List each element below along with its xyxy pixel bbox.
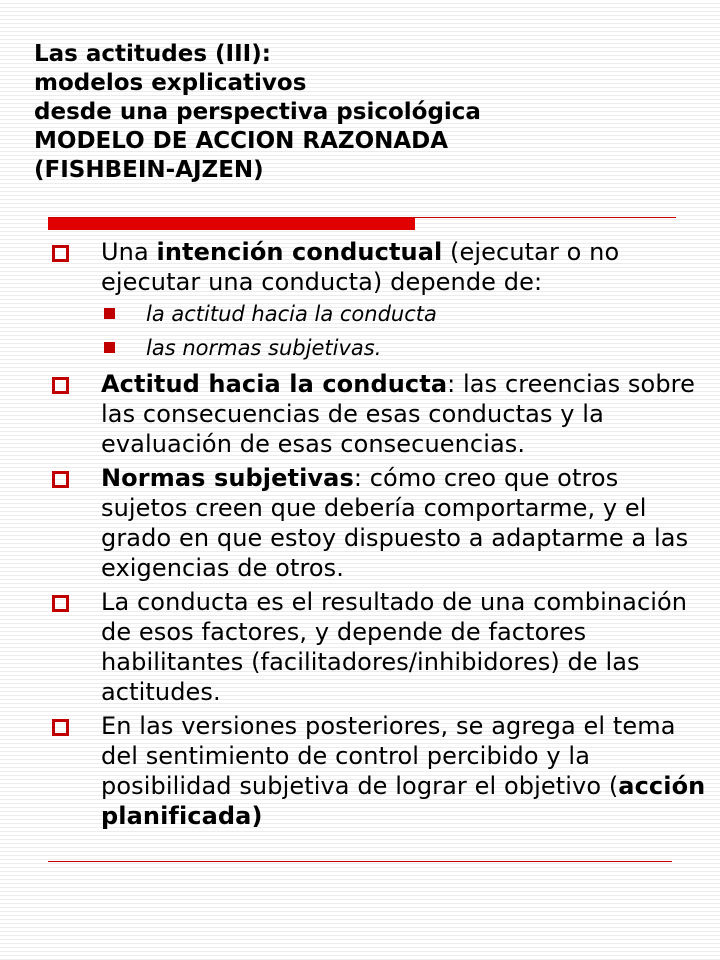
sub-item-normas <box>0 335 720 361</box>
bullet-text: La conducta es el resultado de una combinación de esos factores, y depende de factores habilitantes (facilitadores/inhibidores) de las actitudes. <box>101 588 688 706</box>
slide-title <box>34 40 694 185</box>
hollow-square-bullet-icon <box>52 245 69 262</box>
title-divider-thick <box>48 218 415 230</box>
title-line: MODELO DE ACCION RAZONADA <box>34 128 449 154</box>
title-line: modelos explicativos <box>34 70 307 96</box>
footer-divider <box>48 861 672 862</box>
sub-item-text: la actitud hacia la conducta <box>146 302 437 326</box>
bullet-bold-term: intención conductual <box>156 238 443 266</box>
bullet-text: En las versiones posteriores, se agrega el tema del sentimiento de control percibido y la posibilidad subjetiva de lograr el objetivo ( <box>101 712 676 800</box>
hollow-square-bullet-icon <box>52 471 69 488</box>
bullet-item-conducta <box>0 587 720 707</box>
bullet-text: (ejecutar o no ejecutar una conducta) depende de: <box>101 238 620 296</box>
bullet-bold-term: Actitud hacia la conducta <box>101 370 448 398</box>
bullet-text: Una <box>101 238 157 266</box>
bullet-bold-term: Normas subjetivas <box>101 464 354 492</box>
sub-item-actitud <box>0 301 720 327</box>
bullet-list <box>0 237 720 835</box>
bullet-item-actitud <box>0 369 720 459</box>
title-line: Las actitudes (III): <box>34 41 271 67</box>
bullet-bold-term: acción planificada) <box>101 772 706 830</box>
bullet-text: : cómo creo que otros sujetos creen que debería comportarme, y el grado en que estoy dispuesto a adaptarme a las exigencias de otros. <box>101 464 689 582</box>
bullet-text: : las creencias sobre las consecuencias de esas conductas y la evaluación de esas consecuencias. <box>101 370 695 458</box>
title-line: (FISHBEIN-AJZEN) <box>34 157 264 183</box>
hollow-square-bullet-icon <box>52 377 69 394</box>
bullet-item-versiones <box>0 711 720 831</box>
hollow-square-bullet-icon <box>52 595 69 612</box>
sub-item-text: las normas subjetivas. <box>146 336 382 360</box>
hollow-square-bullet-icon <box>52 719 69 736</box>
filled-square-bullet-icon <box>104 342 115 353</box>
title-line: desde una perspectiva psicológica <box>34 99 481 125</box>
filled-square-bullet-icon <box>104 308 115 319</box>
bullet-item-intencion <box>0 237 720 297</box>
bullet-item-normas <box>0 463 720 583</box>
